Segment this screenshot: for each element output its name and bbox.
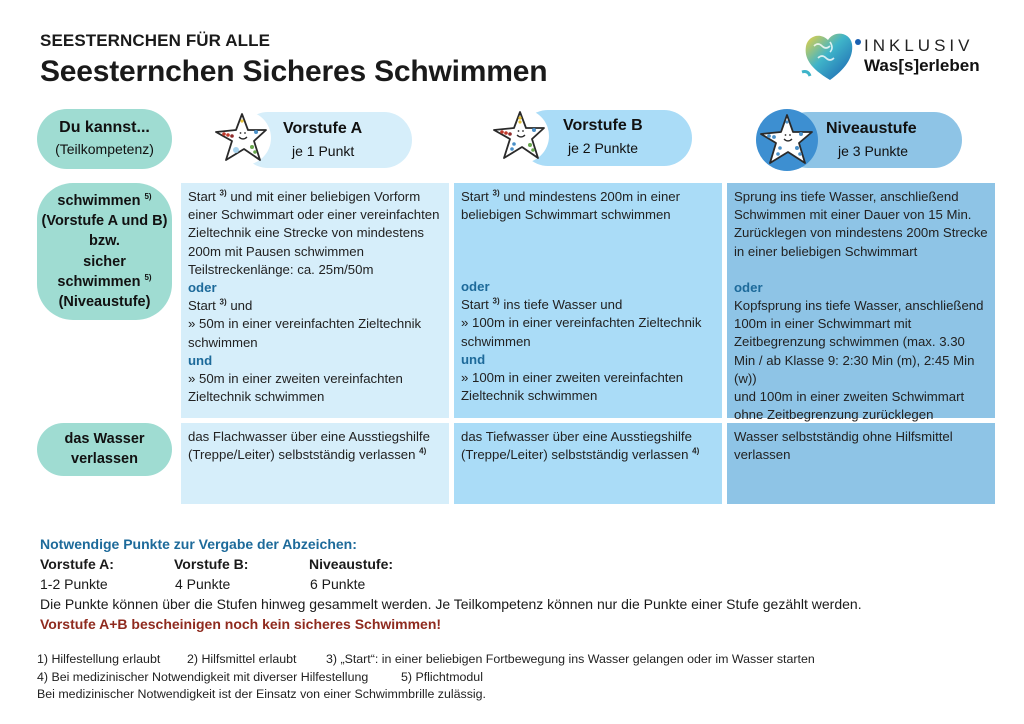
cell-text: und <box>230 298 253 314</box>
competency-header-subtitle: (Teilkompetenz) <box>55 141 154 157</box>
level-points: je 3 Punkte <box>838 143 909 159</box>
cell-text: Wasser selbstständig ohne Hilfsmittel verlassen <box>734 429 953 463</box>
cell-text: Zurücklegen von mindestens 200m Strecke in einer beliebigen Schwimmart <box>734 225 988 259</box>
cell-text: » 50m in einer zweiten vereinfachten Zieltechnik schwimmen <box>188 371 403 405</box>
puzzle-heart-icon <box>800 28 862 86</box>
competency-line: bzw. <box>89 233 120 250</box>
footnote: 4) Bei medizinischer Notwendigkeit mit diverser Hilfestellung <box>37 669 369 684</box>
competency-line: (Niveaustufe) <box>58 294 151 311</box>
competency-line: schwimmen <box>57 193 141 209</box>
cell-text: Start <box>461 297 489 313</box>
footnote-ref: 5) <box>144 192 152 202</box>
footnote-ref: 3) <box>492 296 500 306</box>
cell-text: und mit einer beliebigen Vorform einer Schwimmart oder einer vereinfachten Zieltechnik eine Strecke von mindestens 200m mit Pausen schwimmen <box>188 189 440 259</box>
cell-exit-niveaustufe <box>727 423 995 504</box>
cell-text: Kopfsprung ins tiefe Wasser, anschließend 100m in einer Schwimmart mit Zeitbegrenzung schwimmen (max. 3.30 Min / ab Klasse 9: 2:30 Min (m), 2:45 Min (w)) <box>734 298 984 386</box>
level-points: je 1 Punkt <box>292 143 355 159</box>
competency-header-title: Du kannst... <box>59 119 150 136</box>
cell-text: und mindestens 200m in einer beliebigen Schwimmart schwimmen <box>461 189 681 223</box>
cell-swim-vorstufe-b <box>454 183 722 418</box>
footnote-ref: 5) <box>144 272 152 282</box>
footnote-ref: 3) <box>219 297 227 307</box>
level-name: Vorstufe B <box>563 117 643 134</box>
footnote: 5) Pflichtmodul <box>401 669 483 684</box>
cell-text: » 100m in einer zweiten vereinfachten Zieltechnik schwimmen <box>461 370 684 404</box>
cell-text: Sprung ins tiefe Wasser, anschließend Schwimmen mit einer Dauer von 15 Min. <box>734 189 972 223</box>
competency-line: das Wasser <box>64 431 145 447</box>
keyword-oder: oder <box>461 279 490 294</box>
level-points: je 2 Punkte <box>568 140 639 156</box>
starfish-icon <box>490 108 550 164</box>
cell-swim-niveaustufe <box>727 183 995 423</box>
footnote: 2) Hilfsmittel erlaubt <box>187 652 297 666</box>
cell-text: das Flachwasser über eine Ausstiegshilfe (Treppe/Leiter) selbstständig verlassen <box>188 429 430 463</box>
cell-text: und 100m in einer zweiten Schwimmart ohne Zeitbegrenzung zurücklegen <box>734 389 965 423</box>
footnote: 1) Hilfestellung erlaubt <box>37 652 161 666</box>
keyword-und: und <box>188 352 213 368</box>
cell-text: Teilstreckenlänge: ca. 25m/50m <box>188 261 374 277</box>
keyword-oder: oder <box>734 279 763 295</box>
starfish-icon <box>212 110 272 166</box>
competency-line: schwimmen <box>57 273 141 290</box>
level-name: Niveaustufe <box>826 120 917 137</box>
requirements-note: Die Punkte können über die Stufen hinweg gesammelt werden. Je Teilkompetenz können nur die Punkte einer Stufe gezählt werden. <box>40 596 862 612</box>
cell-text: » 100m in einer vereinfachten Zieltechnik schwimmen <box>461 315 702 349</box>
footnotes <box>37 651 837 704</box>
footnote-ref: 4) <box>419 446 427 456</box>
requirement-level-name: Vorstufe B: <box>174 556 249 572</box>
cell-exit-vorstufe-b <box>454 423 722 504</box>
requirement-points: 4 Punkte <box>175 576 231 592</box>
requirements-warning: Vorstufe A+B bescheinigen noch kein sicheres Schwimmen! <box>40 616 442 632</box>
competency-line: verlassen <box>71 451 138 467</box>
requirement-points: 6 Punkte <box>310 576 366 592</box>
logo-line2: Was[s]erleben <box>864 56 980 75</box>
competency-header <box>37 109 172 169</box>
footnote: Bei medizinischer Notwendigkeit ist der Einsatz von einer Schwimmbrille zulässig. <box>37 687 486 701</box>
keyword-oder: oder <box>188 280 217 296</box>
cell-text: Start <box>188 298 216 314</box>
footnote-ref: 4) <box>692 446 700 456</box>
requirement-points: 1-2 Punkte <box>40 576 108 592</box>
cell-text: ins tiefe Wasser und <box>503 297 623 313</box>
competency-swim <box>37 183 172 320</box>
cell-text: Start <box>461 189 489 204</box>
cell-text: das Tiefwasser über eine Ausstiegshilfe (Treppe/Leiter) selbstständig verlassen <box>461 429 692 463</box>
competency-line: sicher <box>83 253 126 270</box>
cell-text: Start <box>188 189 216 204</box>
footnote-ref: 3) <box>219 188 227 198</box>
starfish-badge-icon <box>755 108 819 172</box>
page-title: Seesternchen Sicheres Schwimmen <box>40 55 548 88</box>
footnote: 3) „Start“: in einer beliebigen Fortbewegung ins Wasser gelangen oder im Wasser starten <box>326 652 815 666</box>
competency-exit-water <box>37 423 172 476</box>
logo <box>800 28 990 86</box>
requirement-level-name: Niveaustufe: <box>309 556 394 572</box>
requirements-section <box>40 534 862 634</box>
cell-swim-vorstufe-a <box>181 183 449 418</box>
level-name: Vorstufe A <box>283 120 363 137</box>
page-supertitle: SEESTERNCHEN FÜR ALLE <box>40 31 271 50</box>
keyword-und: und <box>461 351 486 367</box>
footnote-ref: 3) <box>492 188 500 198</box>
requirement-level-name: Vorstufe A: <box>40 556 114 572</box>
cell-text: » 50m in einer vereinfachten Zieltechnik schwimmen <box>188 316 422 350</box>
cell-exit-vorstufe-a <box>181 423 449 504</box>
logo-line1: INKLUSIV <box>864 36 974 55</box>
competency-line: (Vorstufe A und B) <box>41 213 168 230</box>
requirements-title: Notwendige Punkte zur Vergabe der Abzeichen: <box>40 536 357 552</box>
